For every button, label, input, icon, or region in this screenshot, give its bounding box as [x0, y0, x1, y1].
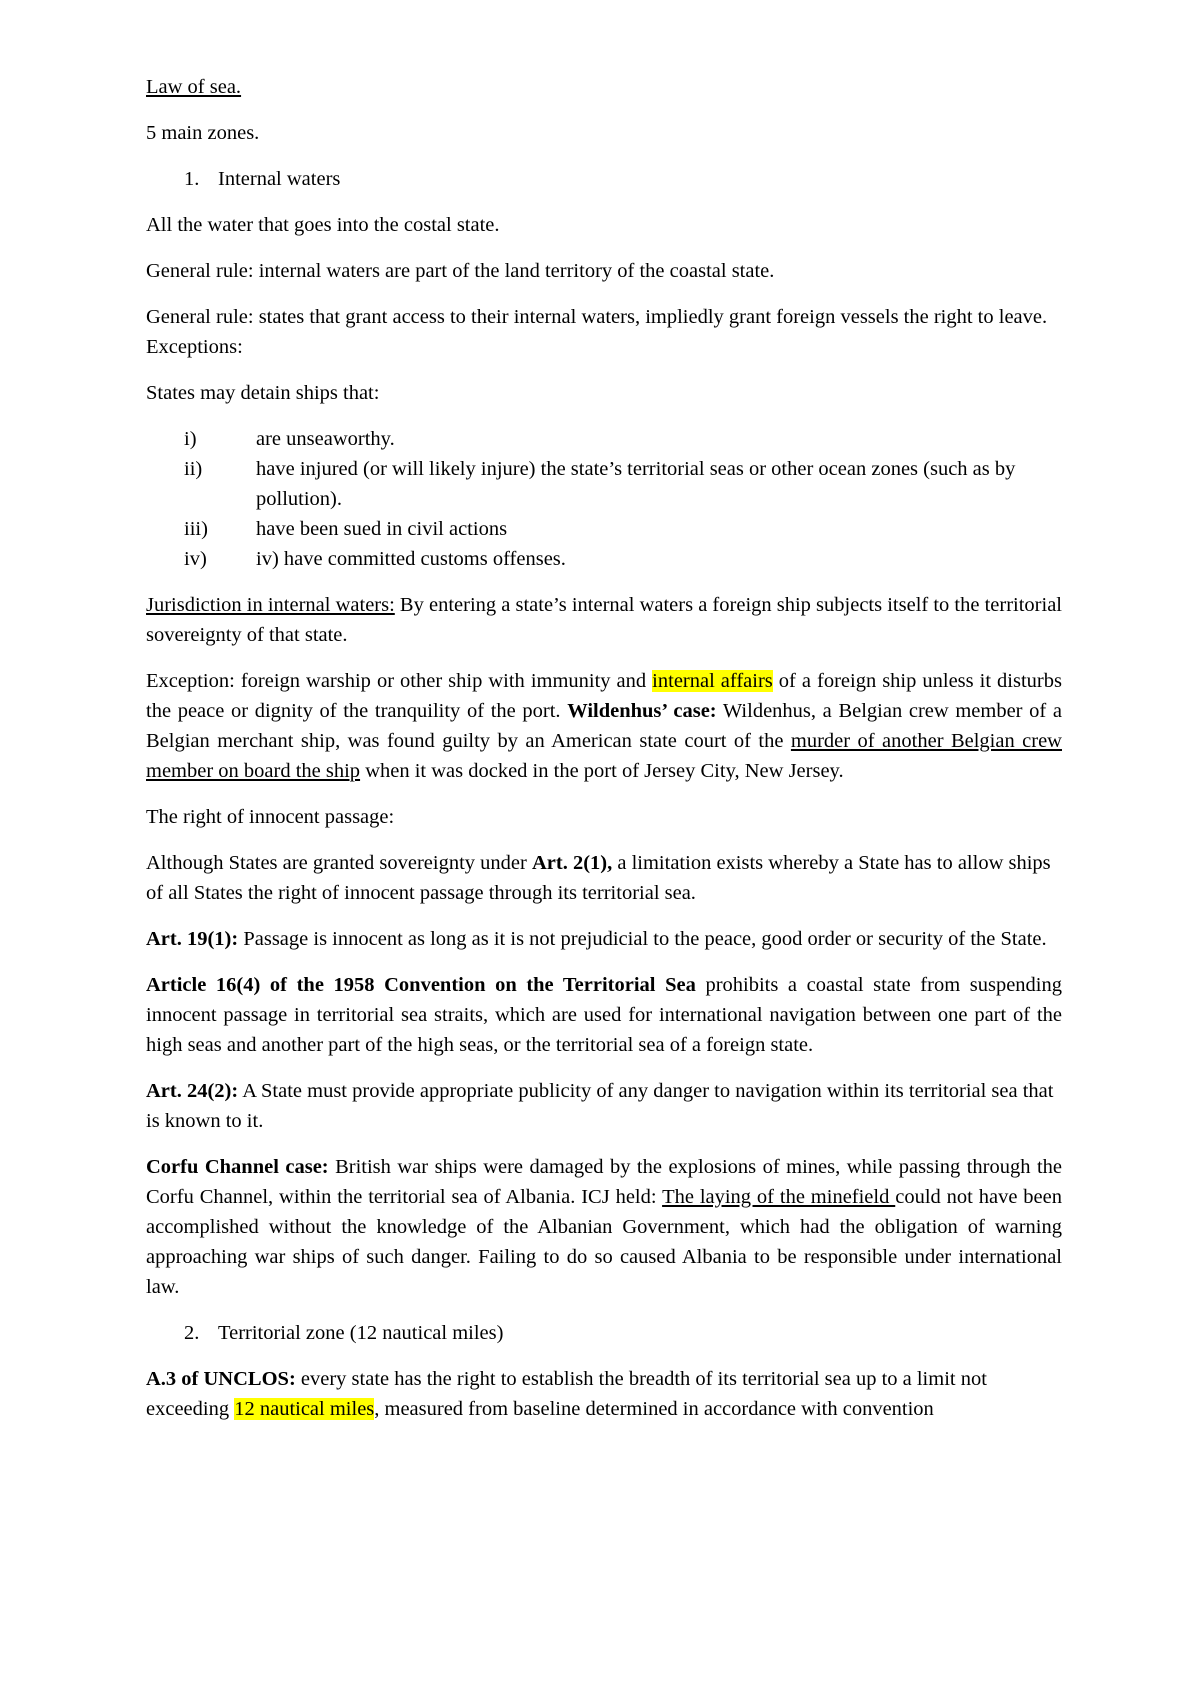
exceptions-label: Exceptions: [146, 336, 243, 358]
exception-text-4: when it was docked in the port of Jersey City, New Jersey. [360, 760, 844, 782]
art16-text: prohibits a coastal state from suspending innocent passage in territorial sea straits, which are used for international navigation between one part of the high seas and another part of the high seas, or the territorial sea of a foreign state. [146, 974, 1062, 1056]
art24-paragraph [146, 1076, 1062, 1136]
jurisdiction-text: By entering a state’s internal waters a foreign ship subjects itself to the territorial sovereignty of that state. [146, 594, 1062, 646]
zone-heading-internal-waters [146, 164, 1062, 194]
title-text: Law of sea. [146, 76, 242, 98]
exception-text-2: of a foreign ship unless it disturbs the peace or dignity of the tranquility of the port. [146, 670, 1062, 722]
corfu-text-1: British war ships were damaged by the explosions of mines, while passing through the Corfu Channel, within the territorial sea of Albania. ICJ held: [146, 1156, 1062, 1208]
zone-label: Internal waters [218, 168, 341, 190]
unclos-paragraph [146, 1364, 1062, 1424]
general-rule-paragraph-2: General rule: states that grant access to their internal waters, impliedly grant foreign vessels the right to leave. [146, 306, 1048, 328]
list-number: 2. [184, 1322, 200, 1344]
art16-label: Article 16(4) of the 1958 Convention on the Territorial Sea [146, 974, 696, 996]
all-water-paragraph: All the water that goes into the costal state. [146, 214, 500, 236]
corfu-paragraph [146, 1152, 1062, 1302]
list-marker: i) [184, 428, 197, 450]
list-marker: iii) [184, 518, 208, 540]
jurisdiction-label: Jurisdiction in internal waters: [146, 594, 395, 616]
exception-text-3: Wildenhus, a Belgian crew member of a Belgian merchant ship, was found guilty by an American state court of the [146, 700, 1062, 752]
zone-heading-territorial [146, 1318, 1062, 1348]
art19-paragraph [146, 924, 1062, 954]
general-rule-paragraph-1: General rule: internal waters are part of the land territory of the coastal state. [146, 260, 775, 282]
list-item [146, 514, 1062, 544]
innocent-passage-heading: The right of innocent passage: [146, 806, 395, 828]
list-item [146, 424, 1062, 454]
unclos-label: A.3 of UNCLOS: [146, 1368, 296, 1390]
document-title [146, 72, 1062, 102]
art2-text-2: a limitation exists whereby a State has to allow ships of all States the right of innocent passage through its territorial sea. [146, 852, 1051, 904]
art2-text-1: Although States are granted sovereignty under [146, 852, 532, 874]
zone-label: Territorial zone (12 nautical miles) [218, 1322, 504, 1344]
list-item [146, 544, 1062, 574]
exception-text-1: Exception: foreign warship or other ship with immunity and [146, 670, 653, 692]
art19-label: Art. 19(1): [146, 928, 239, 950]
unclos-text-2: , measured from baseline determined in accordance with convention [374, 1398, 934, 1420]
corfu-underlined-text: The laying of the minefield [662, 1186, 896, 1208]
art2-paragraph [146, 848, 1062, 908]
list-item-text: are unseaworthy. [256, 428, 395, 450]
list-marker: iv) [184, 548, 207, 570]
list-number: 1. [184, 168, 200, 190]
intro-paragraph: 5 main zones. [146, 122, 260, 144]
detain-intro: States may detain ships that: [146, 382, 380, 404]
list-item-text: have been sued in civil actions [256, 518, 508, 540]
corfu-text-2: could not have been accomplished without the knowledge of the Albanian Government, which had the obligation of warning approaching war ships of such danger. Failing to do so caused Albania to be responsible under international law. [146, 1186, 1062, 1298]
list-item-text: iv) have committed customs offenses. [256, 548, 566, 570]
unclos-text-1: every state has the right to establish the breadth of its territorial sea up to a limit not exceeding [146, 1368, 987, 1420]
list-item [146, 454, 1062, 514]
highlighted-text: internal affairs [652, 670, 773, 692]
art19-text: Passage is innocent as long as it is not prejudicial to the peace, good order or security of the State. [238, 928, 1047, 950]
jurisdiction-paragraph [146, 590, 1062, 650]
art24-label: Art. 24(2): [146, 1080, 239, 1102]
list-marker: ii) [184, 458, 203, 480]
art2-label: Art. 2(1), [531, 852, 613, 874]
highlighted-text: 12 nautical miles [234, 1398, 375, 1420]
exception-paragraph [146, 666, 1062, 786]
document-body [146, 72, 1062, 1440]
list-item-text: have injured (or will likely injure) the state’s territorial seas or other ocean zones (such as by pollution). [256, 458, 1016, 510]
underlined-text: murder of another Belgian crew member on board the ship [146, 730, 1062, 782]
art16-paragraph [146, 970, 1062, 1060]
art24-text: A State must provide appropriate publicity of any danger to navigation within its territorial sea that is known to it. [146, 1080, 1054, 1132]
detain-list [146, 424, 1062, 574]
case-label: Wildenhus’ case: [567, 700, 717, 722]
corfu-label: Corfu Channel case: [146, 1156, 329, 1178]
